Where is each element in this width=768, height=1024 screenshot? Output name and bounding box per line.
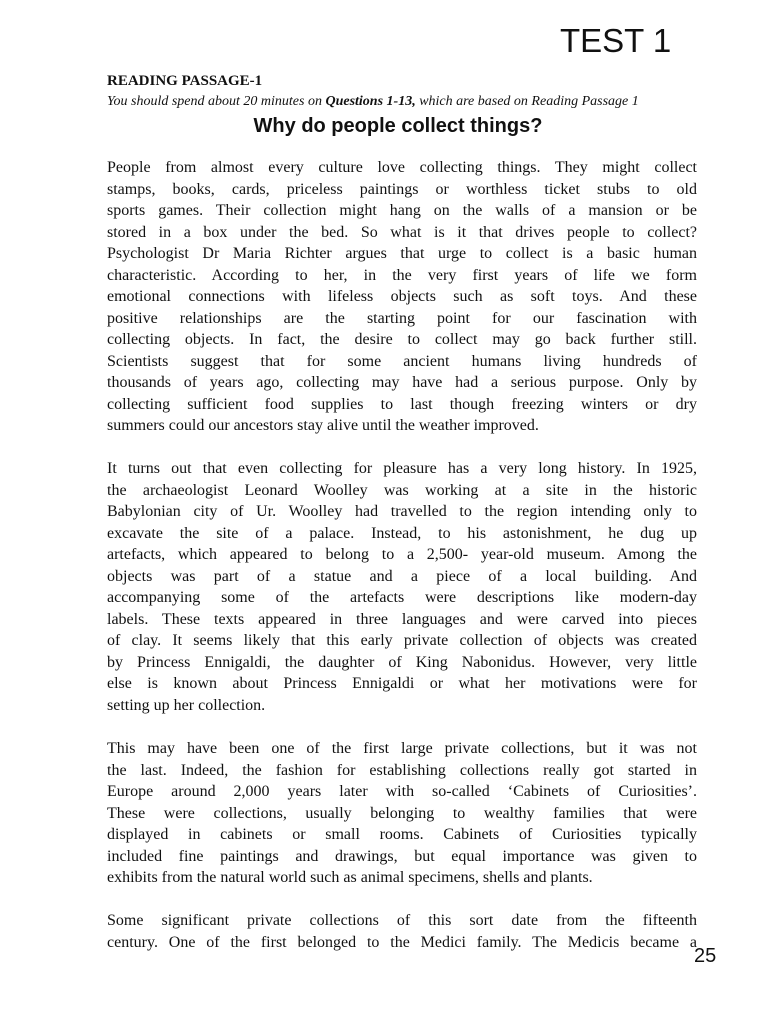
paragraph-line: accompanying some of the artefacts were descriptions like modern-day (107, 589, 697, 606)
paragraph-line: Scientists suggest that for some ancient humans living hundreds of (107, 352, 697, 370)
instructions-text (107, 93, 717, 110)
paragraph-line: included fine paintings and drawings, but equal importance was given to (107, 847, 697, 865)
paragraph-1 (107, 157, 697, 437)
instructions-prefix: You should spend about 20 minutes on (107, 94, 326, 109)
paragraph-line: excavate the site of a palace. Instead, to his astonishment, he dug up (107, 524, 697, 542)
paragraph-line: These were collections, usually belonging to wealthy families that were (107, 804, 697, 822)
instructions-suffix: which are based on Reading Passage 1 (415, 94, 639, 109)
paragraph-line: People from almost every culture love collecting things. They might collect (107, 159, 697, 176)
passage-heading: READING PASSAGE-1 (107, 73, 263, 89)
paragraph-line: summers could our ancestors stay alive until the weather improved. (107, 417, 539, 434)
article-title: Why do people collect things? (253, 115, 543, 137)
paragraph-line: emotional connections with lifeless objects such as soft toys. And these (107, 288, 697, 305)
paragraph-line: labels. These texts appeared in three languages and were carved into pieces (107, 610, 697, 628)
paragraph-line: thousands of years ago, collecting may have had a serious purpose. Only by (107, 374, 697, 391)
paragraph-line: Babylonian city of Ur. Woolley had travelled to the region intending only to (107, 503, 697, 520)
paragraph-line: of clay. It seems likely that this early private collection of objects was created (107, 632, 697, 649)
paragraph-line: by Princess Ennigaldi, the daughter of King Nabonidus. However, very little (107, 653, 697, 671)
paragraph-2 (107, 458, 697, 716)
paragraph-line: characteristic. According to her, in the very first years of life we form (107, 266, 697, 284)
test-title: TEST 1 (560, 22, 672, 59)
page-number: 25 (694, 945, 717, 967)
paragraph-3 (107, 738, 697, 889)
paragraph-line: the archaeologist Leonard Woolley was working at a site in the historic (107, 481, 697, 499)
paragraph-line: collecting sufficient food supplies to last though freezing winters or dry (107, 395, 697, 413)
paragraph-line: sports games. Their collection might hang on the walls of a mansion or be (107, 202, 697, 219)
paragraph-line: Psychologist Dr Maria Richter argues that urge to collect is a basic human (107, 245, 697, 262)
paragraph-line: else is known about Princess Ennigaldi or what her motivations were for (107, 675, 697, 692)
paragraph-line: objects was part of a statue and a piece of a local building. And (107, 567, 697, 585)
paragraph-line: setting up her collection. (107, 696, 266, 714)
paragraph-line: stamps, books, cards, priceless paintings or worthless ticket stubs to old (107, 180, 697, 198)
paragraph-line: the last. Indeed, the fashion for establishing collections really got started in (107, 761, 697, 779)
paragraph-line: It turns out that even collecting for pleasure has a very long history. In 1925, (107, 460, 697, 477)
paragraph-line: collecting objects. In fact, the desire to collect may go back further still. (107, 331, 697, 348)
instructions-questions: Questions 1-13, (325, 94, 416, 109)
paragraph-line: century. One of the first belonged to the Medici family. The Medicis became a (107, 933, 697, 951)
paragraph-line: artefacts, which appeared to belong to a 2,500- year-old museum. Among the (107, 546, 697, 563)
paragraph-line: Europe around 2,000 years later with so-called ‘Cabinets of Curiosities’. (107, 783, 697, 800)
paragraph-line: displayed in cabinets or small rooms. Cabinets of Curiosities typically (107, 826, 697, 843)
paragraph-line: positive relationships are the starting point for our fascination with (107, 309, 697, 327)
paragraph-line: This may have been one of the first large private collections, but it was not (107, 740, 697, 757)
paragraph-line: stored in a box under the bed. So what is it that drives people to collect? (107, 223, 697, 241)
paragraph-line: exhibits from the natural world such as animal specimens, shells and plants. (107, 869, 593, 886)
paragraph-line: Some significant private collections of this sort date from the fifteenth (107, 912, 697, 929)
paragraph-4 (107, 910, 697, 953)
